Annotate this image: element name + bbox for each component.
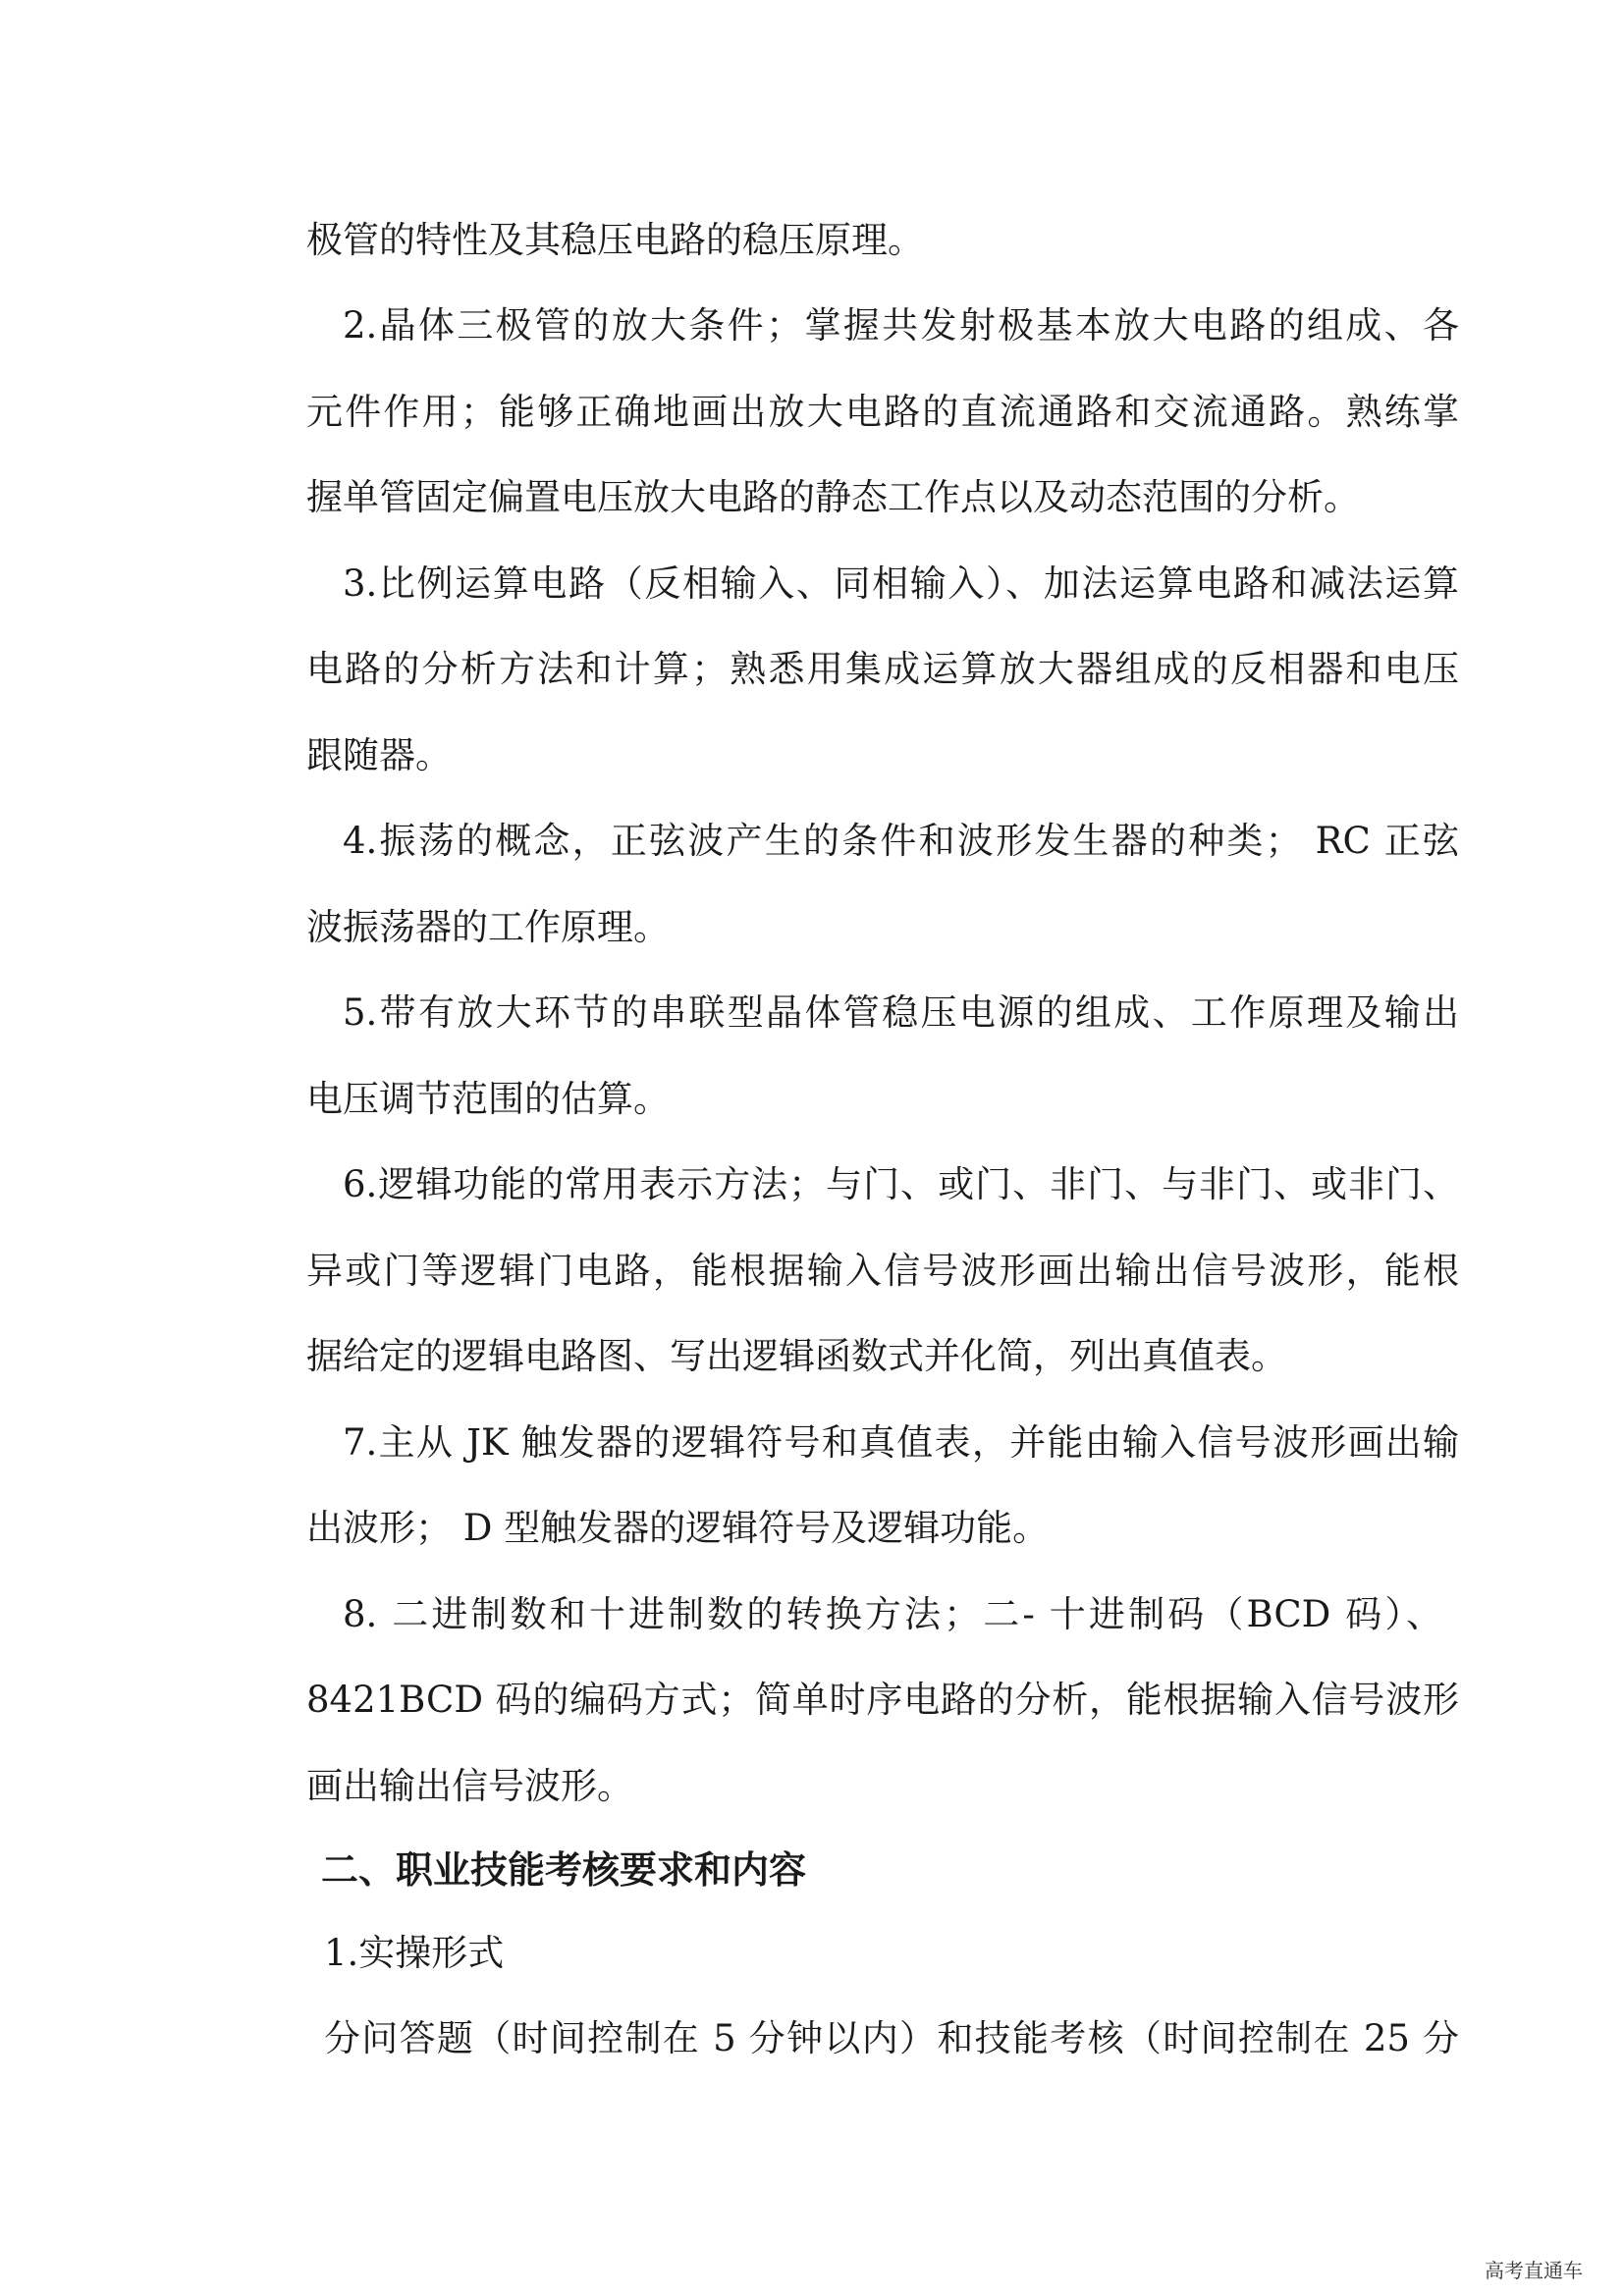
watermark-text: 高考直通车 xyxy=(1485,2259,1583,2282)
subsection-title: 1.实操形式 xyxy=(324,1932,505,1974)
text-line-19: 画出输出信号波形。 xyxy=(306,1765,633,1807)
section-heading: 二、职业技能考核要求和内容 xyxy=(321,1848,807,1892)
text-line-6: 电路的分析方法和计算；熟悉用集成运算放大器组成的反相器和电压 xyxy=(306,648,1459,690)
text-line-15: 7.主从 JK 触发器的逻辑符号和真值表，并能由输入信号波形画出输 xyxy=(343,1421,1459,1464)
text-line-3: 元件作用；能够正确地画出放大电路的直流通路和交流通路。熟练掌 xyxy=(306,391,1459,433)
text-line-8: 4.振荡的概念，正弦波产生的条件和波形发生器的种类； RC 正弦 xyxy=(343,820,1459,862)
text-line-5: 3.比例运算电路（反相输入、同相输入）、加法运算电路和减法运算 xyxy=(343,562,1459,605)
text-line-9: 波振荡器的工作原理。 xyxy=(306,906,670,948)
text-line-13: 异或门等逻辑门电路，能根据输入信号波形画出输出信号波形，能根 xyxy=(306,1250,1459,1292)
text-line-2: 2.晶体三极管的放大条件；掌握共发射极基本放大电路的组成、各 xyxy=(343,304,1459,347)
text-line-12: 6.逻辑功能的常用表示方法；与门、或门、非门、与非门、或非门、 xyxy=(343,1163,1459,1205)
text-line-11: 电压调节范围的估算。 xyxy=(306,1078,670,1120)
text-line-16: 出波形； D 型触发器的逻辑符号及逻辑功能。 xyxy=(306,1507,1050,1549)
text-line-1: 极管的特性及其稳压电路的稳压原理。 xyxy=(306,219,924,261)
text-line-7: 跟随器。 xyxy=(306,734,452,776)
text-line-17: 8. 二进制数和十进制数的转换方法；二- 十进制码（BCD 码）、 xyxy=(343,1593,1442,1635)
text-line-10: 5.带有放大环节的串联型晶体管稳压电源的组成、工作原理及输出 xyxy=(343,991,1459,1034)
text-line-18: 8421BCD 码的编码方式；简单时序电路的分析，能根据输入信号波形 xyxy=(306,1679,1459,1721)
text-line-final: 分问答题（时间控制在 5 分钟以内）和技能考核（时间控制在 25 分 xyxy=(324,2017,1459,2059)
text-line-4: 握单管固定偏置电压放大电路的静态工作点以及动态范围的分析。 xyxy=(306,476,1360,518)
text-line-14: 据给定的逻辑电路图、写出逻辑函数式并化简，列出真值表。 xyxy=(306,1335,1287,1377)
